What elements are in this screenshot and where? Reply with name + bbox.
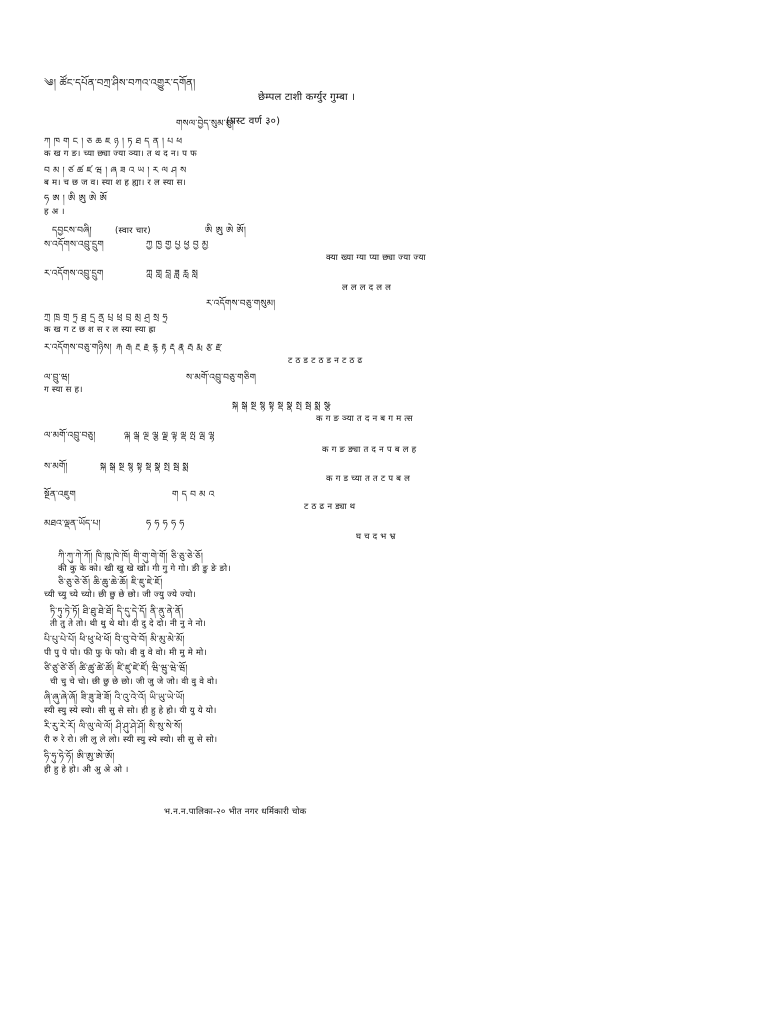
consonant-row-2-tibetan: བ མ ། ཙ ཚ ཛ ཝ ། ཞ ཟ འ ཡ ། ར ལ ཤ ས — [44, 166, 187, 176]
footer-address: भ.न.न.पालिका-२० भीत नगर धर्मिकारी चोक — [164, 807, 307, 817]
vowel-row-2-devanagari: च्यी च्यु च्ये च्यो। छी छु छे छो। जी ज्यु ज्ये ज्यो। — [44, 590, 196, 600]
consonant-row-2-devanagari: ब म। च छ ज व। स्या श ह ह्या। र ल स्या स। — [44, 178, 186, 188]
consonant-row-3-tibetan: ཧ ཨ ། ཨི ཨུ ཨེ ཨོ — [44, 194, 107, 204]
consonant-row-3-devanagari: ह अ । — [44, 207, 65, 217]
ra-head-devanagari: ट ठ ड ट ठ ड न ट ठ ढ — [288, 356, 363, 366]
nepali-title: छेम्पल टाशी कर्ग्युर गुम्बा । — [258, 92, 356, 103]
section2-heading-vowels: ཨི ཨུ ཨེ ཨོ། — [205, 226, 247, 236]
la-subscript-letters: ཀླ གླ བླ ཟླ རླ སླ — [146, 269, 199, 279]
vowel-row-8-devanagari: ही हु हे हो। अी अु अे ओ । — [44, 765, 129, 775]
vowel-row-1-tibetan: ཀི་ཀུ་ཀེ་ཀོ། ཁི་ཁུ་ཁེ་ཁོ། གི་གུ་གེ་གོ། ཅི་ཅུ་ཅེ་ཅོ། — [58, 552, 204, 562]
vowel-row-5-devanagari: ची चु चे चो। छी छु छे छो। जी जु जे जो। वी वु वे वो। — [50, 677, 218, 687]
ya-subscript-devanagari: क्या ख्या ग्या प्या छ्या ज्या ज्या — [326, 253, 426, 263]
section3-heading: ར་འདོགས་བཅུ་གསུམ། — [206, 299, 276, 309]
vowel-row-6-tibetan: ཞི་ཞུ་ཞེ་ཞོ། ཟི་ཟུ་ཟེ་ཟོ། འི་འུ་འེ་འོ། ཡི་ཡུ་ཡེ་ཡོ། — [44, 693, 185, 703]
vowel-row-5-tibetan: ཙི་ཙུ་ཙེ་ཙོ། ཚི་ཚུ་ཚེ་ཚོ། ཛི་ཛུ་ཛེ་ཛོ། ཝི་ཝུ་ཝེ་ཝོ། — [44, 664, 188, 674]
la-head-letters: ལྐ ལྒ ལྔ ལྕ ལྗ ལྟ ལྡ ལྤ ལྦ ལྷ — [124, 431, 215, 441]
la-devanagari: ग स्या स ह। — [44, 385, 83, 395]
prefix-letters: ག ད བ མ འ — [172, 490, 215, 500]
section1-heading-devanagari: (प्रस्ट वर्ण ३०) — [226, 116, 281, 127]
vowel-row-2-tibetan: ཅི་ཅུ་ཅེ་ཅོ། ཆི་ཆུ་ཆེ་ཆོ། ཇི་ཇུ་ཇེ་ཇོ། — [58, 578, 163, 588]
sa-mgo-label: ས་མགོ། — [44, 462, 68, 472]
la-head-label: ལ་མགོ་འབྲུ་བཅུ། — [44, 431, 96, 441]
section2-heading-devanagari: (स्वार चार) — [115, 226, 151, 236]
vowel-row-6-devanagari: स्यी स्यु स्ये स्यो। सी सु से सो। ही हु हे हो। यी यु ये यो। — [44, 706, 217, 716]
sa-mgo-letters: སྐ སྒ སྔ སྙ སྟ སྡ སྣ སྤ སྦ སྨ — [100, 462, 189, 472]
ra-subscript-devanagari: क ख ग ट छ श स र ल स्या स्या ह्रा — [44, 325, 156, 335]
ra-head-letters: རྐ རྒ རྔ རྗ རྙ རྟ རྡ རྣ རྦ རྨ རྩ རྫ — [116, 343, 222, 353]
sa-head-letters: སྐ སྒ སྔ སྙ སྟ སྡ སྣ སྤ སྦ སྨ སྩ — [232, 401, 331, 411]
prefix-label: སྔོན་འཇུག — [44, 490, 76, 500]
tibetan-title: ༄། ཚོང་དཔོན་བཀྲ་ཤིས་བཀའ་འགྱུར་དགོན། — [44, 78, 196, 89]
la-label: ལ་བྲུ་ཝ། — [44, 373, 70, 383]
consonant-row-1-tibetan: ཀ ཁ ག ང ། ཅ ཆ ཇ ཉ ། ཏ ཐ ད ན ། པ ཕ — [44, 137, 183, 147]
ya-subscript-letters: ཀྱ ཁྱ གྱ པྱ ཕྱ བྱ མྱ — [146, 240, 209, 250]
consonant-row-1-devanagari: क ख ग ङ। च्या छ्या ज्या ञ्या। त थ द न। प फ — [44, 149, 197, 159]
vowel-row-4-tibetan: པི་པུ་པེ་པོ། ཕི་ཕུ་ཕེ་ཕོ། བི་བུ་བེ་བོ། མི་མུ་མེ་མོ། — [44, 635, 185, 645]
vowel-row-3-tibetan: ཏི་ཏུ་ཏེ་ཏོ། ཐི་ཐུ་ཐེ་ཐོ། དི་དུ་དེ་དོ། ནི་ནུ་ནེ་ནོ། — [50, 607, 184, 617]
la-subscript-devanagari: ल ल ल द ल ल — [342, 283, 392, 293]
sa-head-devanagari: क ग ङ ञ्या त द न ब ग म त्स — [316, 414, 413, 424]
la-head-devanagari: क ग ङ ङ्या त द न प ब ल ह — [322, 445, 417, 455]
vowel-row-7-devanagari: री रु रे रो। ली लु ले लो। स्यी स्यु स्ये स्यो। सी सु से सो। — [44, 735, 218, 745]
vowel-row-4-devanagari: पी पु पे पो। फी फु फे फो। वी वु वे वो। मी मु मे मो। — [44, 648, 207, 658]
section2-heading-tibetan: དབྱངས་བཞི། — [52, 226, 92, 236]
vowel-row-1-devanagari: की कु के को। खी खु खे खो। गी गु गे गो। ङी ङु ङे ङो। — [58, 564, 231, 574]
ra-head-label: ར་འདོགས་བཅུ་གཉིས། — [44, 343, 112, 353]
sa-mgo-devanagari: क ग ड च्या त त ट प ब ल — [326, 474, 411, 484]
ra-subscript-letters: ཀྲ ཁྲ གྲ ཏྲ ཐྲ དྲ ནྲ པྲ ཕྲ བྲ མྲ ཤྲ སྲ ཧྲ — [44, 313, 168, 323]
section1-heading-tibetan: གསལ་བྱེད་སུམ་ཅུ། — [176, 119, 234, 129]
la-subscript-label: ར་འདོགས་འབྲུ་དྲུག — [44, 269, 104, 279]
vowel-row-3-devanagari: ती तु ते तो। थी थु थे थो। दी दु दे दो। नी नु ने नो। — [50, 619, 207, 629]
ha-label: མཐའ་ལྡན་ཡོད་པ། — [44, 519, 101, 529]
prefix-devanagari: ट ठ ढ न ड्या थ — [304, 502, 356, 512]
sa-head-label: ས་མགོ་འབྲུ་བཅུ་གཅིག — [186, 373, 257, 383]
ha-letters: ཧ ཧ ཧ ཧ ཧ — [146, 519, 185, 529]
vowel-row-7-tibetan: རི་རུ་རེ་རོ། ལི་ལུ་ལེ་ལོ། ཤི་ཤུ་ཤེ་ཤོ། སི་སུ་སེ་སོ། — [44, 722, 183, 732]
vowel-row-8-tibetan: ཧི་ཧུ་ཧེ་ཧོ། ཨི་ཨུ་ཨེ་ཨོ། — [44, 752, 115, 762]
ha-devanagari: घ च द भ भ्र — [356, 532, 396, 542]
ya-subscript-label: ས་འདོགས་འབྲུ་དྲུག — [44, 240, 104, 250]
